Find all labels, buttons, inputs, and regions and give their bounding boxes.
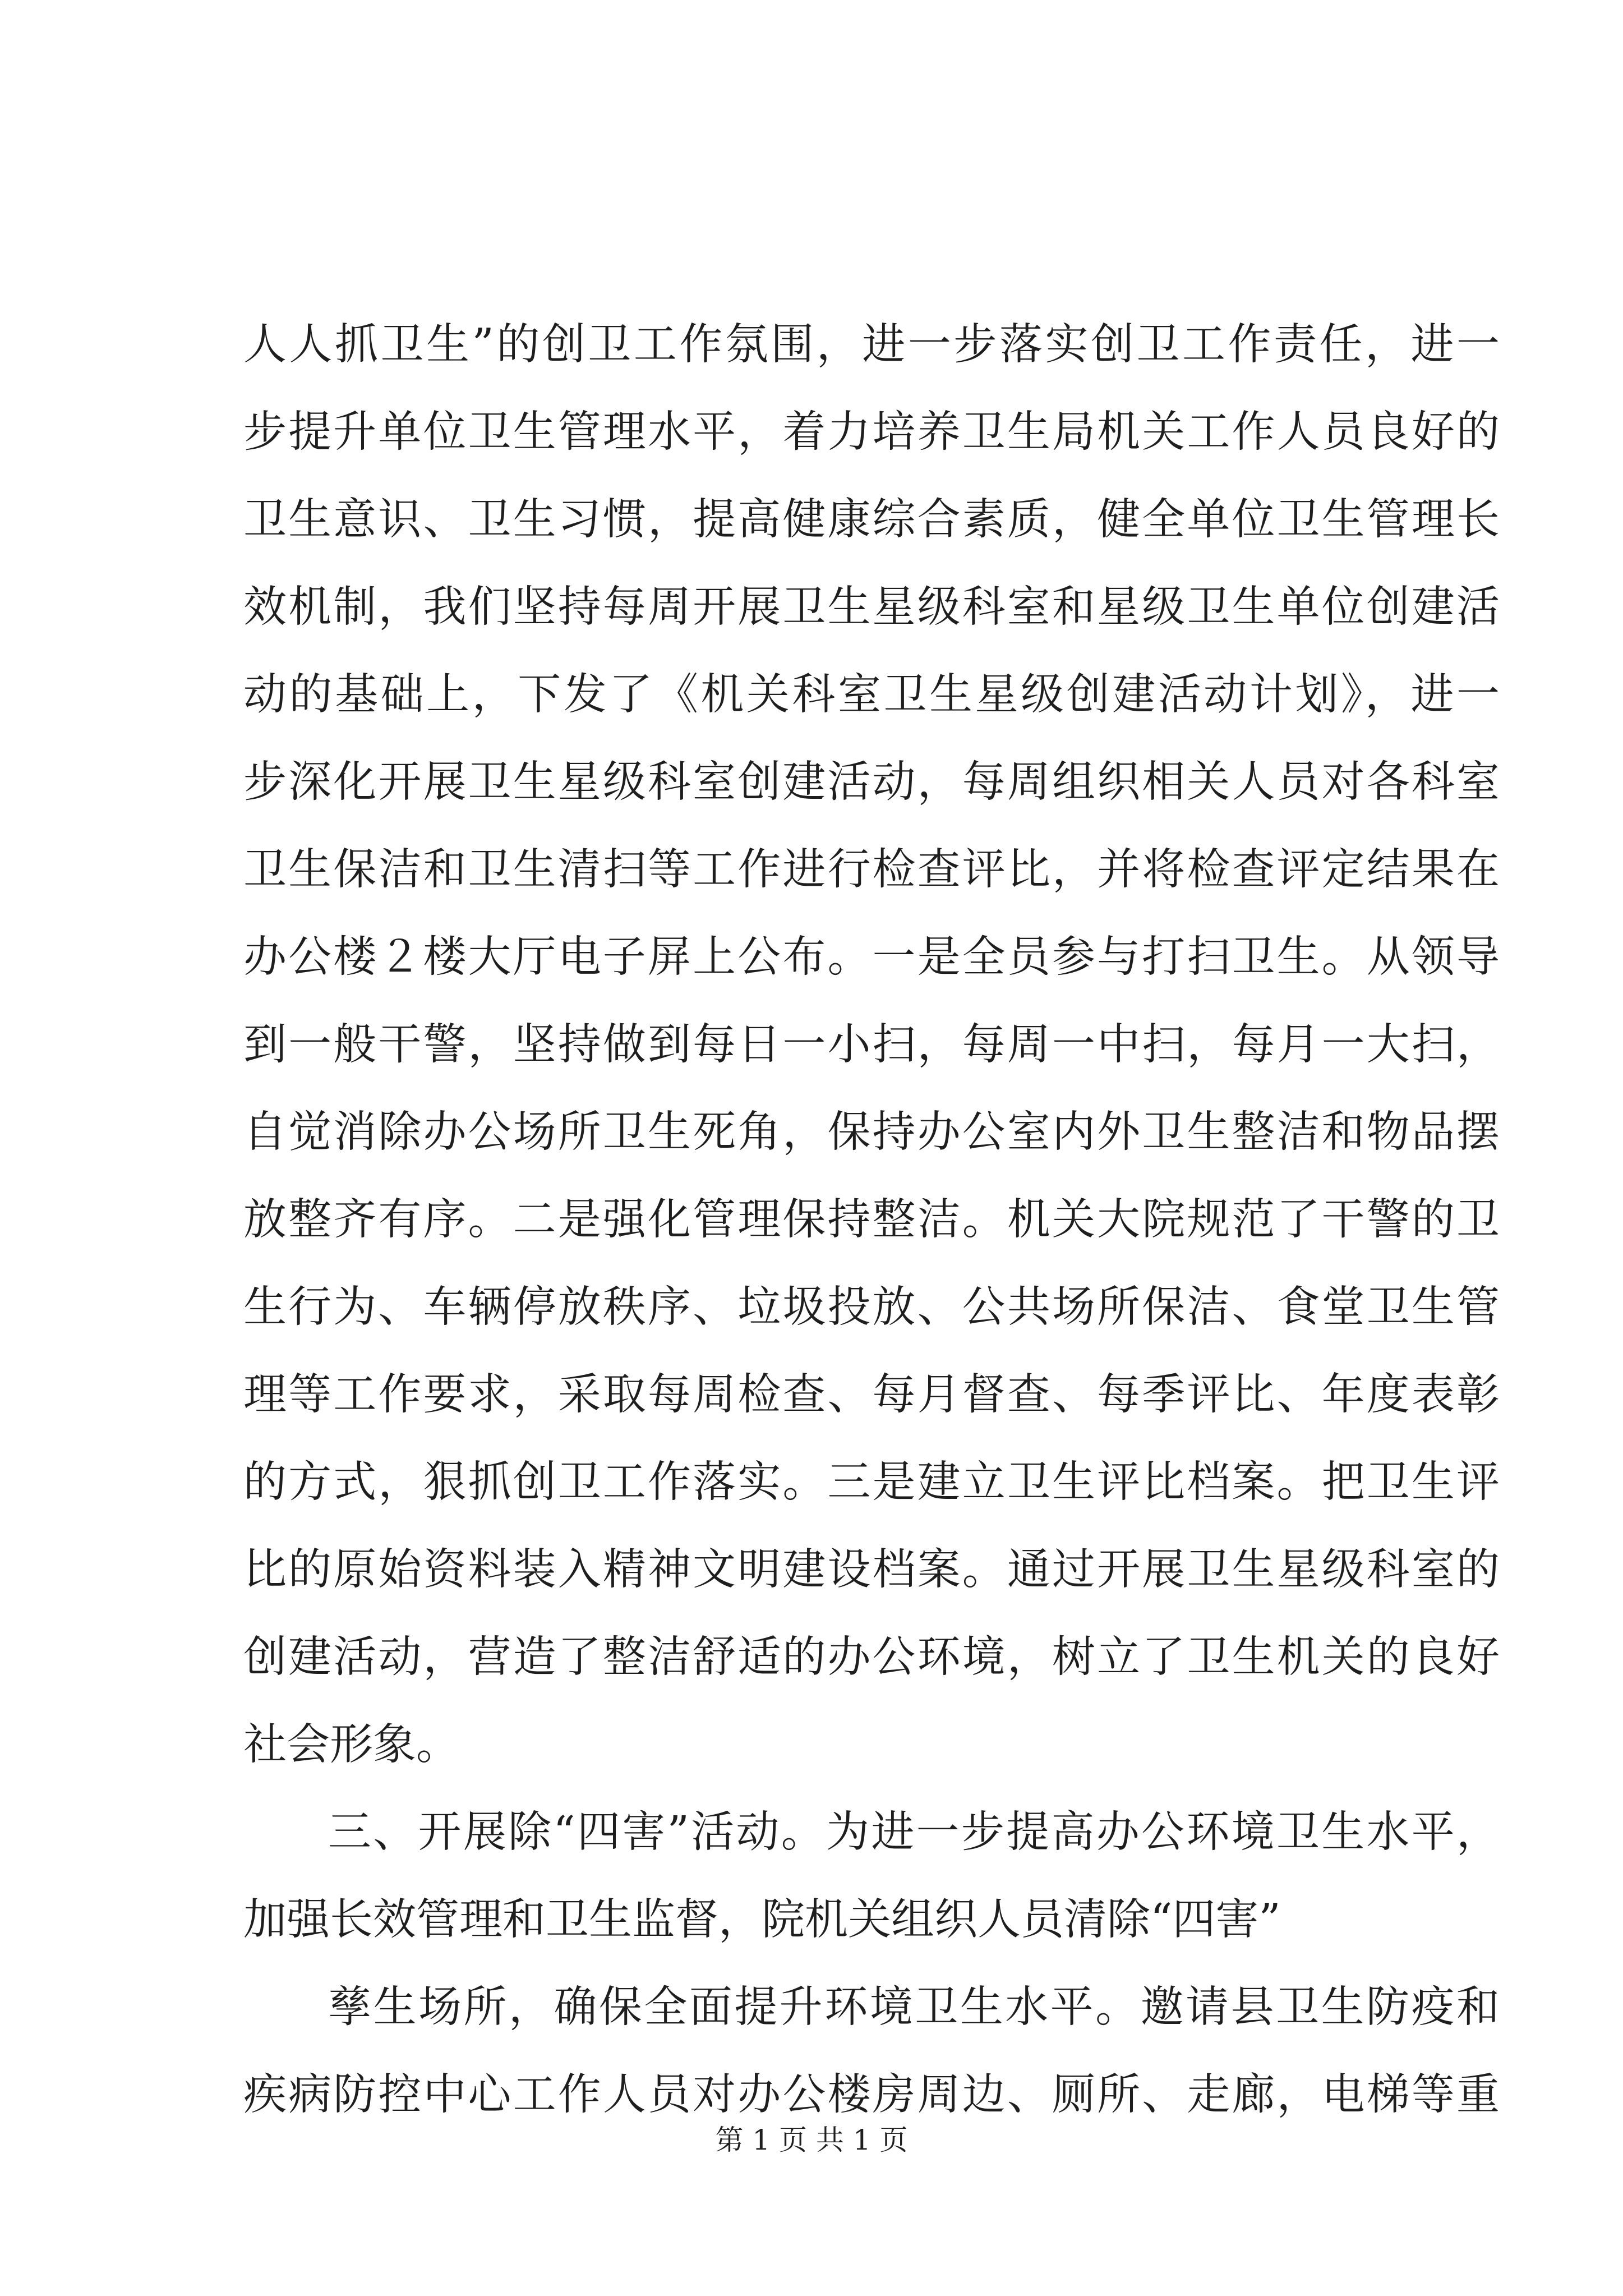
body-text-line: 人人抓卫生”的创卫工作氛围，进一步落实创卫工作责任，进一: [243, 320, 1500, 370]
body-text-line: 步提升单位卫生管理水平，着力培养卫生局机关工作人员良好的: [243, 407, 1500, 457]
body-text-line: 动的基础上，下发了《机关科室卫生星级创建活动计划》，进一: [243, 670, 1500, 720]
body-text-line: 的方式，狠抓创卫工作落实。三是建立卫生评比档案。把卫生评: [243, 1457, 1500, 1507]
body-text-line: 自觉消除办公场所卫生死角，保持办公室内外卫生整洁和物品摆: [243, 1107, 1500, 1157]
body-text-line: 生行为、车辆停放秩序、垃圾投放、公共场所保洁、食堂卫生管: [243, 1282, 1500, 1332]
body-text-line: 孳生场所，确保全面提升环境卫生水平。邀请县卫生防疫和: [328, 1982, 1500, 2032]
body-text-line: 到一般干警，坚持做到每日一小扫，每周一中扫，每月一大扫，: [243, 1020, 1500, 1070]
body-text-line: 疾病防控中心工作人员对办公楼房周边、厕所、走廊，电梯等重: [243, 2070, 1500, 2120]
body-text-line: 创建活动，营造了整洁舒适的办公环境，树立了卫生机关的良好: [243, 1632, 1500, 1682]
body-text-line: 理等工作要求，采取每周检查、每月督查、每季评比、年度表彰: [243, 1370, 1500, 1420]
body-text-line: 比的原始资料装入精神文明建设档案。通过开展卫生星级科室的: [243, 1545, 1500, 1595]
body-text-line: 效机制，我们坚持每周开展卫生星级科室和星级卫生单位创建活: [243, 582, 1500, 632]
body-text-line: 放整齐有序。二是强化管理保持整洁。机关大院规范了干警的卫: [243, 1195, 1500, 1245]
body-text-line: 卫生保洁和卫生清扫等工作进行检查评比，并将检查评定结果在: [243, 845, 1500, 895]
body-text-line: 社会形象。: [243, 1720, 459, 1770]
body-text-line: 三、开展除“四害”活动。为进一步提高办公环境卫生水平，: [328, 1807, 1500, 1857]
page-footer: 第 1 页 共 1 页: [715, 2124, 908, 2156]
body-text-line: 步深化开展卫生星级科室创建活动，每周组织相关人员对各科室: [243, 757, 1500, 807]
body-text-line: 办公楼２楼大厅电子屏上公布。一是全员参与打扫卫生。从领导: [243, 932, 1500, 982]
body-text-line: 卫生意识、卫生习惯，提高健康综合素质，健全单位卫生管理长: [243, 495, 1500, 545]
body-text-line: 加强长效管理和卫生监督，院机关组织人员清除“四害”: [243, 1895, 1281, 1945]
